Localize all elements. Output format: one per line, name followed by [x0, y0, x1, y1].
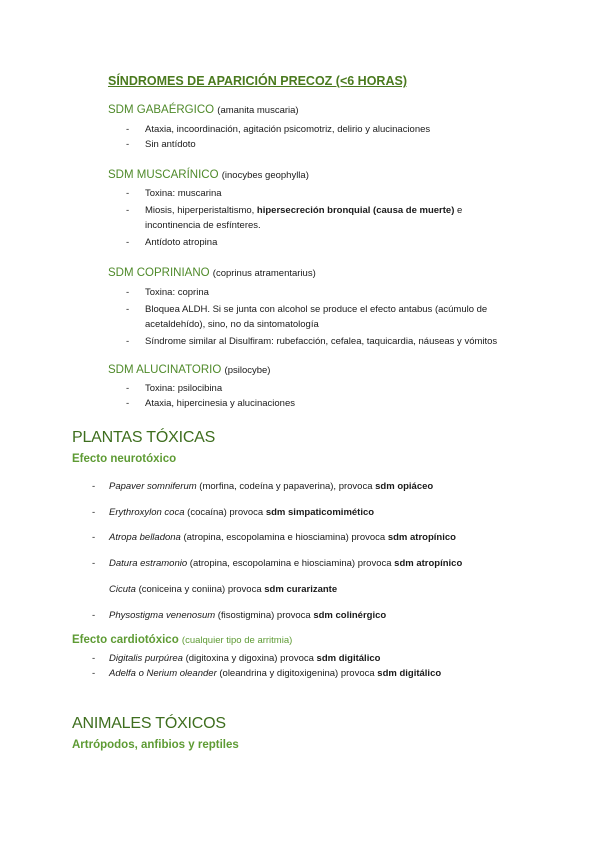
plantas-heading: PLANTAS TÓXICAS: [72, 429, 216, 446]
sdm-musc-sub: (inocybes geophylla): [221, 170, 309, 181]
sdm-copri-title: SDM COPRINIANO: [108, 267, 210, 279]
dash-marker: -: [92, 532, 96, 543]
cardio-subheading: [72, 634, 292, 646]
sdm-aluc-title: SDM ALUCINATORIO: [108, 364, 222, 376]
species-name: Papaver somniferum: [109, 481, 197, 492]
cardio-title: Efecto cardiotóxico: [72, 634, 179, 646]
list-item: - Toxina: psilocibina: [0, 381, 475, 396]
species-name: Digitalis purpúrea: [109, 653, 183, 664]
sdm-musc-list: [0, 186, 475, 250]
plant-detail: (morfina, codeína y papaverina), provoca: [196, 481, 376, 492]
plant-text: [109, 558, 462, 569]
dash-marker: -: [92, 610, 96, 621]
list-item: - Síndrome similar al Disulfiram: rubefacción, cefalea, taquicardia, náuseas y vómitos: [0, 334, 555, 349]
animales-subheading: Artrópodos, anfibios y reptiles: [72, 739, 239, 751]
plant-detail: (coniceina y coniina) provoca: [135, 584, 265, 595]
section-heading-precoz: SÍNDROMES DE APARICIÓN PRECOZ (<6 HORAS): [108, 74, 407, 88]
sdm-gaba-list: [0, 122, 475, 152]
sdm-gaba-heading: [108, 104, 299, 116]
plant-effect: sdm colinérgico: [313, 610, 387, 621]
plant-effect: sdm atropínico: [394, 558, 463, 569]
plant-effect: sdm curarizante: [264, 584, 338, 595]
species-name: Erythroxylon coca: [109, 507, 185, 518]
plant-detail: (atropina, escopolamina e hiosciamina) provoca: [187, 558, 395, 569]
list-item: [0, 203, 475, 233]
list-item: - Ataxia, incoordinación, agitación psicomotriz, delirio y alucinaciones: [0, 122, 475, 137]
plant-text: [109, 610, 386, 621]
plant-detail: (cocaína) provoca: [184, 507, 266, 518]
list-item: - Ataxia, hipercinesia y alucinaciones: [0, 396, 475, 411]
sdm-gaba-sub: (amanita muscaria): [217, 105, 299, 116]
text-run: Miosis, hiperperistaltismo,: [145, 205, 257, 216]
plant-effect: sdm opiáceo: [375, 481, 434, 492]
sdm-gaba-title: SDM GABAÉRGICO: [108, 104, 215, 116]
plant-effect: sdm atropínico: [387, 532, 456, 543]
plant-detail: (atropina, escopolamina e hiosciamina) provoca: [180, 532, 388, 543]
list-item: - Bloquea ALDH. Si se junta con alcohol se produce el efecto antabus (acúmulo de acetaldehído), sino, no da sintomatología: [0, 302, 505, 332]
species-name: Physostigma venenosum: [109, 610, 216, 621]
cardio-sub: (cualquier tipo de arritmia): [181, 635, 293, 646]
sdm-copri-heading: [108, 267, 316, 279]
plant-text: [109, 668, 441, 679]
neuro-subheading: Efecto neurotóxico: [72, 453, 177, 465]
sdm-copri-list: [0, 285, 555, 349]
plant-text: [109, 584, 337, 595]
dash-marker: -: [92, 481, 96, 492]
text-run: e incontinencia de esfínteres.: [145, 205, 463, 231]
plant-text: [109, 481, 433, 492]
plant-effect: sdm simpaticomimético: [265, 507, 375, 518]
sdm-musc-heading: [108, 169, 309, 181]
species-name: Adelfa o Nerium oleander: [109, 668, 217, 679]
plant-effect: sdm digitálico: [377, 668, 442, 679]
dash-marker: -: [92, 507, 96, 518]
list-item: - Antídoto atropina: [0, 235, 475, 250]
sdm-aluc-heading: [108, 364, 270, 376]
plant-text: [109, 653, 380, 664]
list-item: - Toxina: coprina: [0, 285, 475, 300]
list-item: - Toxina: muscarina: [0, 186, 475, 201]
dash-marker: -: [92, 558, 96, 569]
sdm-aluc-list: [0, 381, 475, 411]
dash-marker: -: [92, 653, 96, 664]
list-item: - Sin antídoto: [0, 137, 475, 152]
sdm-musc-title: SDM MUSCARÍNICO: [108, 169, 219, 181]
plant-effect: sdm digitálico: [316, 653, 381, 664]
species-name: Atropa belladona: [109, 532, 181, 543]
text-run-bold: hipersecreción bronquial (causa de muerte): [256, 205, 455, 216]
species-name: Datura estramonio: [109, 558, 188, 569]
animales-heading: ANIMALES TÓXICOS: [72, 715, 226, 732]
plant-detail: (oleandrina y digitoxigenina) provoca: [216, 668, 378, 679]
sdm-copri-sub: (coprinus atramentarius): [212, 268, 316, 279]
species-name: Cicuta: [109, 584, 136, 595]
plant-text: [109, 532, 456, 543]
plant-text: [109, 507, 374, 518]
plant-detail: (fisostigmina) provoca: [215, 610, 314, 621]
dash-marker: -: [92, 668, 96, 679]
sdm-aluc-sub: (psilocybe): [224, 365, 271, 376]
plant-detail: (digitoxina y digoxina) provoca: [182, 653, 317, 664]
